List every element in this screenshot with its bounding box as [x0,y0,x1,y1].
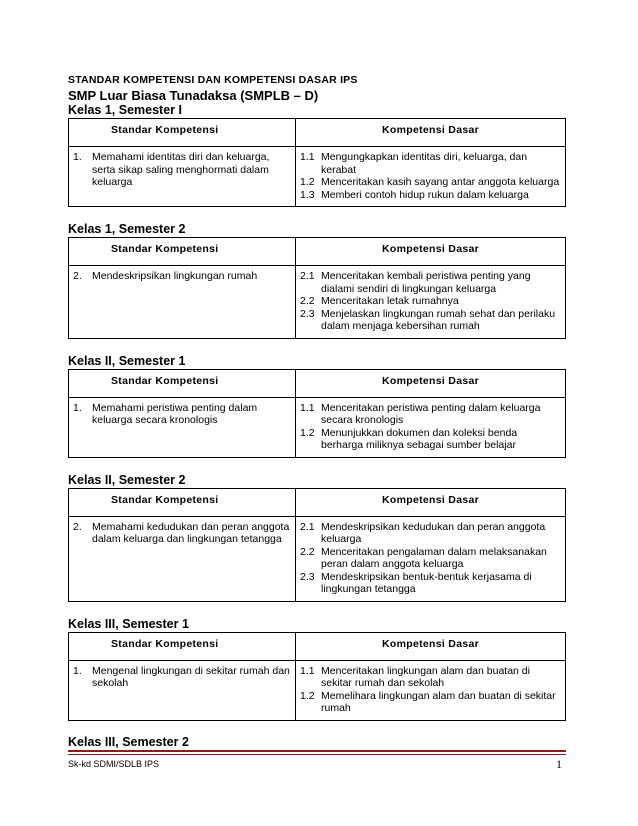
document-title: STANDAR KOMPETENSI DAN KOMPETENSI DASAR IPS [68,74,358,86]
sk-number: 1. [73,151,82,163]
kd-number: 2.1 [300,520,315,533]
competency-table [68,632,566,721]
header-standar-kompetensi: Standar Kompetensi [69,238,296,266]
table-row [69,516,566,601]
kompetensi-dasar-cell [296,660,566,720]
kd-number: 1.2 [300,176,315,188]
kd-text: Menjelaskan lingkungan rumah sehat dan perilaku dalam menjaga kebersihan rumah [321,307,556,332]
sk-text: Mendeskripsikan lingkungan rumah [92,270,258,282]
kd-number: 2.2 [300,295,315,307]
standar-kompetensi-cell [69,516,296,601]
header-kompetensi-dasar: Kompetensi Dasar [296,369,566,397]
kd-text: Menceritakan letak rumahnya [321,295,459,307]
section-heading: Kelas III, Semester 1 [68,616,189,631]
header-kompetensi-dasar: Kompetensi Dasar [296,119,566,147]
kd-text: Menceritakan kasih sayang antar anggota keluarga [321,176,560,188]
sk-number: 1. [73,401,82,414]
kd-number: 1.2 [300,689,315,702]
kd-item [300,427,561,452]
kompetensi-dasar-cell [296,266,566,339]
header-standar-kompetensi: Standar Kompetensi [69,632,296,660]
kd-number: 1.2 [300,426,315,439]
kd-number: 2.2 [300,545,315,558]
kd-item [300,270,561,295]
kd-number: 1.1 [300,664,315,677]
standar-kompetensi-cell [69,660,296,720]
kd-text: Menceritakan pengalaman dalam melaksanakan peran dalam anggota keluarga [321,545,547,570]
kd-item [300,571,561,596]
section-heading-trailing: Kelas III, Semester 2 [68,734,189,749]
kd-text: Menceritakan peristiwa penting dalam keluarga secara kronologis [321,401,541,426]
kompetensi-dasar-cell [296,516,566,601]
sections-container [68,103,566,721]
table-header-row [69,119,566,147]
table-row [69,266,566,339]
kd-text: Memelihara lingkungan alam dan buatan di sekitar rumah [321,689,556,714]
kd-text: Mendeskripsikan bentuk-bentuk kerjasama di lingkungan tetangga [321,570,532,595]
header-kompetensi-dasar: Kompetensi Dasar [296,488,566,516]
kd-number: 2.3 [300,307,315,320]
standar-kompetensi-cell [69,266,296,339]
kd-number: 2.1 [300,270,315,282]
header-kompetensi-dasar: Kompetensi Dasar [296,238,566,266]
table-header-row [69,632,566,660]
kd-text: Memberi contoh hidup rukun dalam keluarga [321,188,529,201]
sk-text: Mengenal lingkungan di sekitar rumah dan sekolah [92,664,290,689]
kd-text: Menceritakan kembali peristiwa penting yang dialami sendiri di lingkungan keluarga [321,270,531,295]
kd-item [300,151,561,176]
kd-text: Mengungkapkan identitas diri, keluarga, dan kerabat [321,151,528,176]
kd-number: 1.3 [300,188,315,201]
kd-item [300,665,561,690]
kompetensi-dasar-cell [296,147,566,207]
kd-item [300,189,561,202]
sk-number: 2. [73,520,82,533]
page-number: 1 [556,757,562,771]
footer-rule-thin [68,754,566,755]
table-row [69,397,566,457]
header-standar-kompetensi: Standar Kompetensi [69,369,296,397]
table-header-row [69,369,566,397]
header-kompetensi-dasar: Kompetensi Dasar [296,632,566,660]
kd-item [300,521,561,546]
sk-text: Memahami identitas diri dan keluarga, serta sikap saling menghormati dalam keluarga [92,151,270,188]
kd-number: 2.3 [300,570,315,583]
sk-number: 1. [73,664,82,677]
competency-table [68,118,566,207]
competency-table [68,369,566,458]
kompetensi-dasar-cell [296,397,566,457]
section-heading: Kelas 1, Semester I [68,103,182,117]
section-heading: Kelas 1, Semester 2 [68,222,186,236]
section-heading: Kelas II, Semester 2 [68,472,186,487]
sk-text: Memahami kedudukan dan peran anggota dalam keluarga dan lingkungan tetangga [92,520,290,545]
kd-item [300,308,561,333]
sk-number: 2. [73,270,82,282]
section-heading: Kelas II, Semester 1 [68,353,186,368]
kd-text: Mendeskripsikan kedudukan dan peran anggota keluarga [321,520,546,545]
kd-number: 1.1 [300,151,315,163]
kd-text: Menceritakan lingkungan alam dan buatan di sekitar rumah dan sekolah [321,664,530,689]
kd-item [300,546,561,571]
kd-item [300,690,561,715]
competency-table [68,237,566,339]
table-header-row [69,238,566,266]
kd-text: Menunjukkan dokumen dan koleksi benda berharga miliknya sebagai sumber belajar [321,426,518,451]
kd-item [300,295,561,308]
footer-label: Sk-kd SDMI/SDLB IPS [68,759,160,769]
sk-text: Memahami peristiwa penting dalam keluarga secara kronologis [92,401,258,426]
header-standar-kompetensi: Standar Kompetensi [69,488,296,516]
header-standar-kompetensi: Standar Kompetensi [69,119,296,147]
document-subtitle: SMP Luar Biasa Tunadaksa (SMPLB – D) [68,88,319,103]
table-row [69,147,566,207]
kd-item [300,402,561,427]
table-header-row [69,488,566,516]
standar-kompetensi-cell [69,397,296,457]
kd-number: 1.1 [300,401,315,414]
kd-item [300,176,561,189]
footer-rule-thick [68,750,566,752]
document-page [68,74,566,750]
competency-table [68,488,566,602]
table-row [69,660,566,720]
standar-kompetensi-cell [69,147,296,207]
